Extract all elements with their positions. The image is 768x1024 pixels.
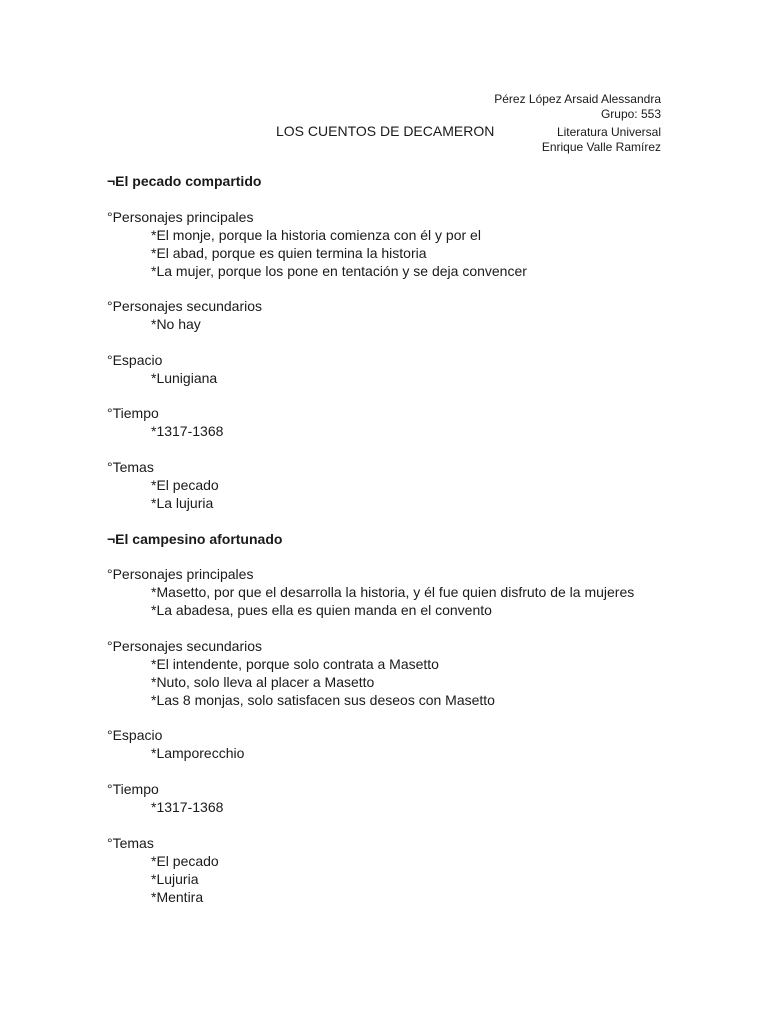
- list-item: *No hay: [151, 316, 201, 333]
- list-item: *Lamporecchio: [151, 745, 245, 762]
- story-section: [107, 530, 667, 906]
- section-label: °Temas: [107, 458, 154, 475]
- list-item: *Lujuria: [151, 870, 199, 887]
- list-item: *El pecado: [151, 476, 219, 493]
- list-item: *1317-1368: [151, 798, 224, 815]
- list-item: *Las 8 monjas, solo satisfacen sus deseos con Masetto: [151, 691, 495, 708]
- list-item: *La lujuria: [151, 494, 214, 511]
- section-label: °Espacio: [107, 351, 163, 368]
- list-item: *El monje, porque la historia comienza con él y por el: [151, 226, 481, 243]
- list-item: *La abadesa, pues ella es quien manda en el convento: [151, 602, 492, 619]
- story-title: ¬El pecado compartido: [107, 173, 262, 189]
- list-item: *El abad, porque es quien termina la historia: [151, 244, 427, 261]
- group-label: Grupo: 553: [600, 107, 661, 121]
- document-body: [107, 172, 667, 906]
- list-item: *Masetto, por que el desarrolla la historia, y él fue quien disfruto de la mujeres: [151, 584, 635, 601]
- story-title: ¬El campesino afortunado: [107, 530, 283, 547]
- subject-label: Literatura Universal: [556, 125, 661, 139]
- list-item: *Mentira: [151, 888, 204, 905]
- list-item: *La mujer, porque los pone en tentación y se deja convencer: [151, 262, 527, 279]
- list-item: *El pecado: [151, 852, 219, 869]
- list-item: *Nuto, solo lleva al placer a Masetto: [151, 673, 375, 690]
- section-label: °Personajes principales: [107, 566, 254, 583]
- section-label: °Personajes principales: [107, 208, 254, 225]
- section-label: °Tiempo: [107, 780, 159, 797]
- list-item: *1317-1368: [151, 423, 224, 440]
- section-label: °Temas: [107, 834, 154, 851]
- teacher-name: Enrique Valle Ramírez: [541, 140, 661, 154]
- section-label: °Tiempo: [107, 405, 159, 422]
- section-label: °Personajes secundarios: [107, 298, 263, 315]
- section-label: °Espacio: [107, 727, 163, 744]
- document-title: LOS CUENTOS DE DECAMERON: [276, 123, 495, 139]
- author-name: Pérez López Arsaid Alessandra: [494, 92, 661, 106]
- list-item: *El intendente, porque solo contrata a Masetto: [151, 655, 439, 672]
- list-item: *Lunigiana: [151, 369, 218, 386]
- section-label: °Personajes secundarios: [107, 637, 263, 654]
- story-section: [107, 172, 667, 530]
